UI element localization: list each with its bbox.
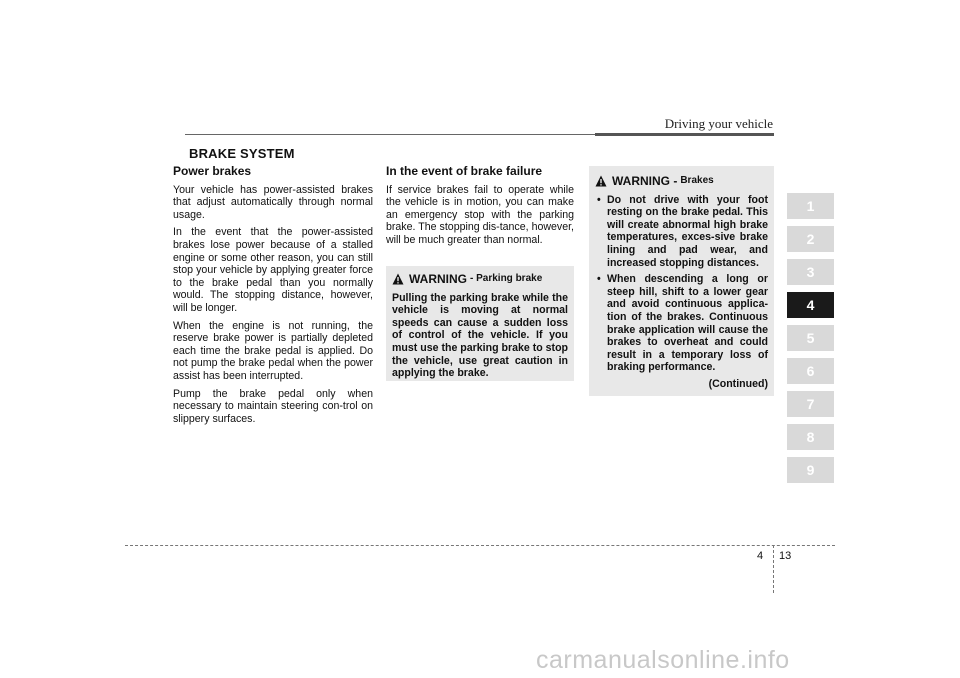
power-brakes-heading: Power brakes xyxy=(173,164,252,178)
chapter-tabs xyxy=(787,193,834,490)
warning-triangle-icon xyxy=(595,175,607,187)
parking-brake-warning-box xyxy=(386,266,574,381)
chapter-tab-8[interactable]: 8 xyxy=(787,424,834,450)
chapter-tab-6[interactable]: 6 xyxy=(787,358,834,384)
chapter-tab-9[interactable]: 9 xyxy=(787,457,834,483)
power-brakes-paragraph: When the engine is not running, the reserve brake power is partially depleted each time the brake pedal is applied. Do not pump the brake pedal when the power assist has been interrupted. xyxy=(173,319,373,382)
chapter-tab-1[interactable]: 1 xyxy=(787,193,834,219)
warning-subtitle: - Parking brake xyxy=(470,273,543,284)
parking-brake-warning-header xyxy=(392,273,568,286)
watermark: carmanualsonline.info xyxy=(536,646,790,674)
section-title: BRAKE SYSTEM xyxy=(189,146,295,161)
power-brakes-paragraph: Your vehicle has power-assisted brakes that adjust automatically through normal usage. xyxy=(173,183,373,221)
brakes-warning-list xyxy=(595,194,768,374)
footer-rule xyxy=(125,545,835,546)
brake-failure-column xyxy=(386,165,574,252)
footer-divider xyxy=(773,545,774,593)
brakes-warning-item: • When descending a long or steep hill, shift to a lower gear and avoid continuous applica-tion of the brakes. Continuous brake application will cause the brakes to overheat and could result in a temporary loss of braking performance. xyxy=(607,273,768,374)
power-brakes-column xyxy=(173,165,373,430)
footer-chapter-number: 4 xyxy=(757,550,764,562)
warning-label: WARNING - xyxy=(612,174,678,188)
parking-brake-warning-text: Pulling the parking brake while the vehicle is moving at normal speeds can cause a sudden loss of control of the vehicle. If you must use the parking brake to stop the vehicle, use great caution in applying the brake. xyxy=(392,291,569,380)
continued-label: (Continued) xyxy=(708,377,768,390)
brake-failure-paragraph: If service brakes fail to operate while the vehicle is in motion, you can make an emergency stop with the parking brake. The stopping dis-tance, however, will be much greater than normal. xyxy=(386,183,574,246)
footer-page-number: 13 xyxy=(779,550,792,562)
brakes-warning-header xyxy=(595,175,768,188)
chapter-tab-7[interactable]: 7 xyxy=(787,391,834,417)
chapter-tab-4[interactable]: 4 xyxy=(787,292,834,318)
warning-triangle-icon xyxy=(392,273,404,285)
power-brakes-paragraph: In the event that the power-assisted brakes lose power because of a stalled engine or some other reason, you can still stop your vehicle by applying greater force to the brake pedal than you normally would. The stopping distance, however, will be longer. xyxy=(173,226,373,314)
chapter-tab-3[interactable]: 3 xyxy=(787,259,834,285)
running-header: Driving your vehicle xyxy=(664,116,773,131)
power-brakes-paragraph: Pump the brake pedal only when necessary to maintain steering con-trol on slippery surfaces. xyxy=(173,387,373,425)
brakes-warning-item: • Do not drive with your foot resting on the brake pedal. This will create abnormal high brake temperatures, exces-sive brake lining and pad wear, and increased stopping distances. xyxy=(607,194,768,270)
brakes-warning-box xyxy=(589,166,774,396)
warning-label: WARNING xyxy=(409,272,467,286)
warning-subtitle: Brakes xyxy=(680,175,714,186)
brake-failure-heading: In the event of brake failure xyxy=(386,164,543,178)
header-rule-accent xyxy=(595,133,774,136)
chapter-tab-5[interactable]: 5 xyxy=(787,325,834,351)
chapter-tab-2[interactable]: 2 xyxy=(787,226,834,252)
